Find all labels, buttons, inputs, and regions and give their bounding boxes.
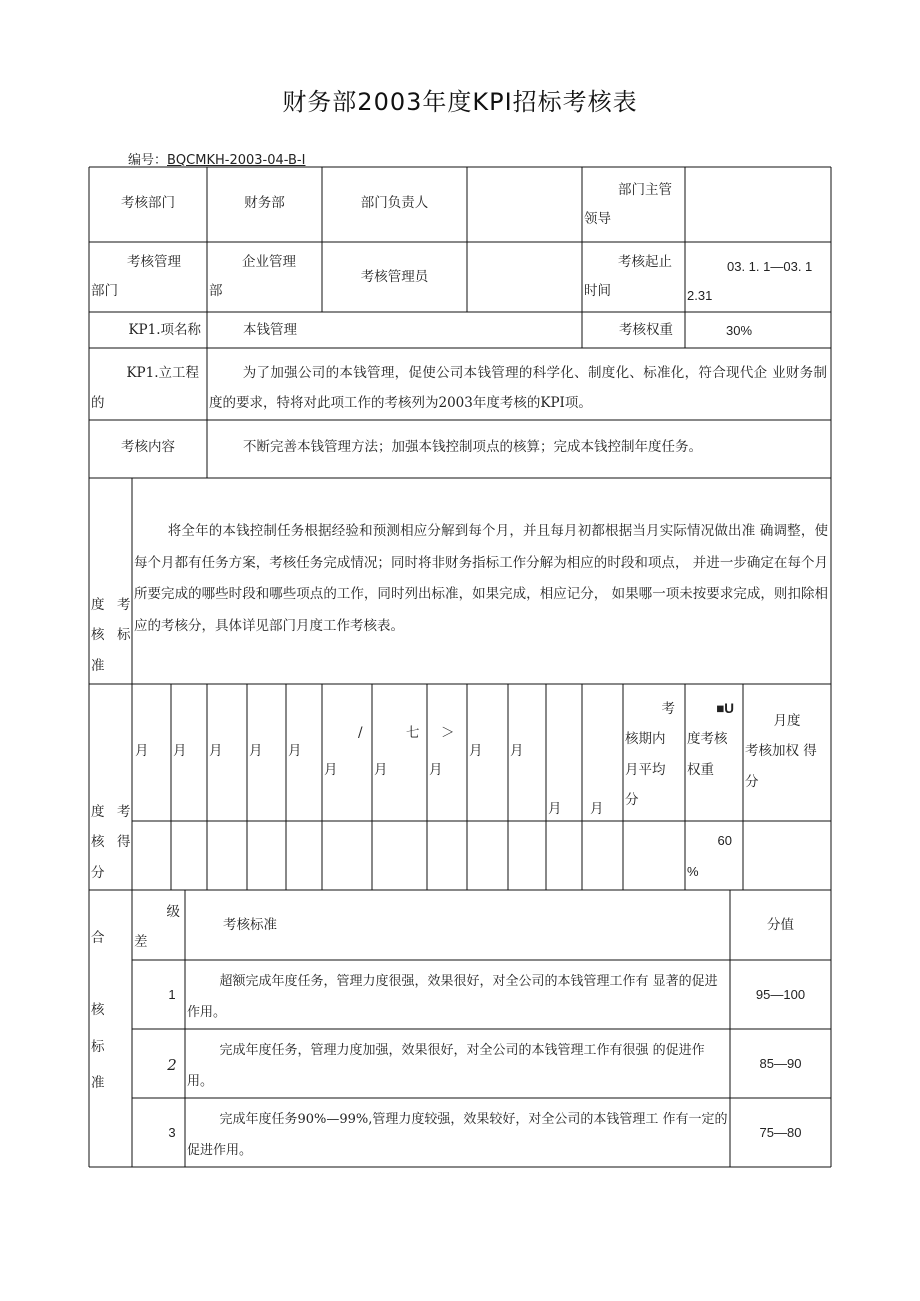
standards-label-char: 核 <box>91 627 105 644</box>
score-label-char: 考 <box>117 804 131 820</box>
criteria-text: 完成年度任务90%—99%,管理力度较强，效果较好，对全公司的本钱管理工 作有一定的促进作用。 <box>187 1112 728 1158</box>
score-label-char: 核 <box>91 834 105 851</box>
score-label-char: 分 <box>91 864 105 881</box>
criteria-side-label: 标 <box>91 1039 105 1055</box>
criteria-score: 95—100 <box>755 987 806 1002</box>
month-label: 月 <box>374 762 388 778</box>
period-value-line1: 03. 1. 1—03. 1 <box>727 259 813 274</box>
month-label: 月 <box>288 743 302 759</box>
mgmt-dept-label <box>91 248 205 306</box>
purpose-label-line2: 的 <box>91 395 105 412</box>
annual-weight-value <box>687 826 742 887</box>
supervisor-label-line2: 领导 <box>584 211 611 228</box>
criteria-score: 85—90 <box>759 1056 802 1071</box>
mgmt-dept-value-line2: 部 <box>209 283 223 300</box>
score-label-char: 得 <box>117 834 131 851</box>
standards-label-col2 <box>117 590 133 651</box>
criteria-side-label: 合 <box>91 930 105 946</box>
kpi-item-label: KP1.项名称 <box>128 322 201 338</box>
criteria-level: 2 <box>167 1056 177 1074</box>
dept-label: 考核部门 <box>121 195 175 211</box>
standards-label-char: 度 <box>91 597 105 613</box>
criteria-text: 完成年度任务，管理力度加强，效果很好，对全公司的本钱管理工作有很强 的促进作用。 <box>187 1043 705 1089</box>
criteria-level: 3 <box>168 1125 176 1140</box>
standards-label-char: 标 <box>117 627 131 644</box>
annual-weight-mark: ■U <box>716 701 734 716</box>
month-mark: / <box>358 725 363 741</box>
period-label <box>584 248 684 306</box>
period-value-line2: 2.31 <box>687 288 713 304</box>
document-number-value: BQCMKH-2003-04-B-I <box>167 153 306 168</box>
annual-weight-header-line: 权重 <box>687 761 714 778</box>
document-number-label: 编号： <box>128 153 168 168</box>
mgmt-dept-value-line1: 企业管理 <box>242 254 296 270</box>
content-text: 不断完善本钱管理方法；加强本钱控制项点的核算；完成本钱控制年度任务。 <box>243 439 702 455</box>
month-label: 月 <box>469 743 483 759</box>
month-label: 月 <box>429 762 443 778</box>
mgmt-dept-value <box>209 248 320 306</box>
score-label-char: 度 <box>91 804 105 820</box>
standard-header: 考核标准 <box>223 917 277 933</box>
month-label: 月 <box>590 801 604 817</box>
criteria-side-label: 核 <box>91 1002 105 1018</box>
annual-weight-value-percent: % <box>687 863 699 879</box>
month-mark: ＞ <box>441 725 455 741</box>
period-label-line1: 考核起止 <box>618 254 672 270</box>
period-avg-header-line: 月平均 <box>625 761 666 778</box>
purpose-text: 为了加强公司的本钱管理，促使公司本钱管理的科学化、制度化、标准化，符合现代企 业财务制度的要求，特将对此项工作的考核列为2003年度考核的KPI项。 <box>209 365 827 412</box>
period-value <box>687 252 829 311</box>
annual-weight-header <box>687 694 742 785</box>
annual-weight-value-number: 60 <box>717 833 732 848</box>
purpose-label <box>91 358 205 419</box>
level-header-line1: 级 <box>166 904 180 920</box>
period-avg-header-line: 考 <box>661 701 675 717</box>
month-label: 月 <box>209 743 223 759</box>
criteria-score: 75—80 <box>759 1125 802 1140</box>
mgmt-dept-label-line2: 部门 <box>91 283 118 300</box>
month-label: 月 <box>135 743 149 759</box>
kpi-item-value: 本钱管理 <box>243 322 297 338</box>
weight-label: 考核权重 <box>619 322 673 338</box>
month-label: 月 <box>548 801 562 817</box>
score-label-col1 <box>91 797 109 888</box>
purpose-label-line1: KP1.立工程 <box>126 365 199 381</box>
month-mark: 七 <box>406 725 420 741</box>
month-label: 月 <box>324 762 338 778</box>
page-title: 财务部2003年度KPI招标考核表 <box>282 88 638 116</box>
standards-label-col1 <box>91 590 109 681</box>
standards-label-char: 准 <box>91 657 105 674</box>
weighted-score-header-line: 考核加权 得 <box>745 743 817 760</box>
period-avg-header <box>625 694 683 816</box>
mgmt-dept-label-line1: 考核管理 <box>127 254 181 270</box>
period-label-line2: 时间 <box>584 283 611 300</box>
standards-text: 将全年的本钱控制任务根据经验和预测相应分解到每个月，并且每月初都根据当月实际情况做出准 确调整，使每个月都有任务方案，考核任务完成情况；同时将非财务指标工作分解为相应的时段和项点， 并进一步确定在每个月所要完成的哪些时段和哪些项点的工作，同时列出标准，如果完成，相应记分， 如果哪一项未按要求完成，则扣除相应的考核分，具体详见部门月度工作考核表。 <box>134 523 828 635</box>
head-label: 部门负责人 <box>360 195 429 211</box>
month-label: 月 <box>510 743 524 759</box>
month-label: 月 <box>173 743 187 759</box>
annual-weight-header-line: 度考核 <box>687 731 728 748</box>
weighted-score-header-line: 月度 <box>773 713 801 729</box>
level-header-line2: 差 <box>134 934 148 951</box>
supervisor-label-line1: 部门主管 <box>618 182 672 198</box>
weight-value: 30% <box>726 323 753 338</box>
dept-value: 财务部 <box>244 195 285 211</box>
standards-label-char: 考 <box>117 597 131 613</box>
admin-label: 考核管理员 <box>360 269 429 285</box>
criteria-side-label: 准 <box>91 1075 105 1091</box>
period-avg-header-line: 分 <box>625 792 639 809</box>
weighted-score-header-line: 分 <box>745 773 759 790</box>
criteria-level: 1 <box>168 987 176 1002</box>
score-label-col2 <box>117 797 133 858</box>
supervisor-label <box>584 176 684 234</box>
score-header: 分值 <box>767 917 794 933</box>
month-label: 月 <box>249 743 263 759</box>
criteria-text: 超额完成年度任务，管理力度很强，效果很好，对全公司的本钱管理工作有 显著的促进作用。 <box>187 974 718 1020</box>
level-header <box>134 897 184 958</box>
content-label: 考核内容 <box>121 439 175 455</box>
weighted-score-header <box>745 706 829 797</box>
period-avg-header-line: 核期内 <box>625 731 666 748</box>
